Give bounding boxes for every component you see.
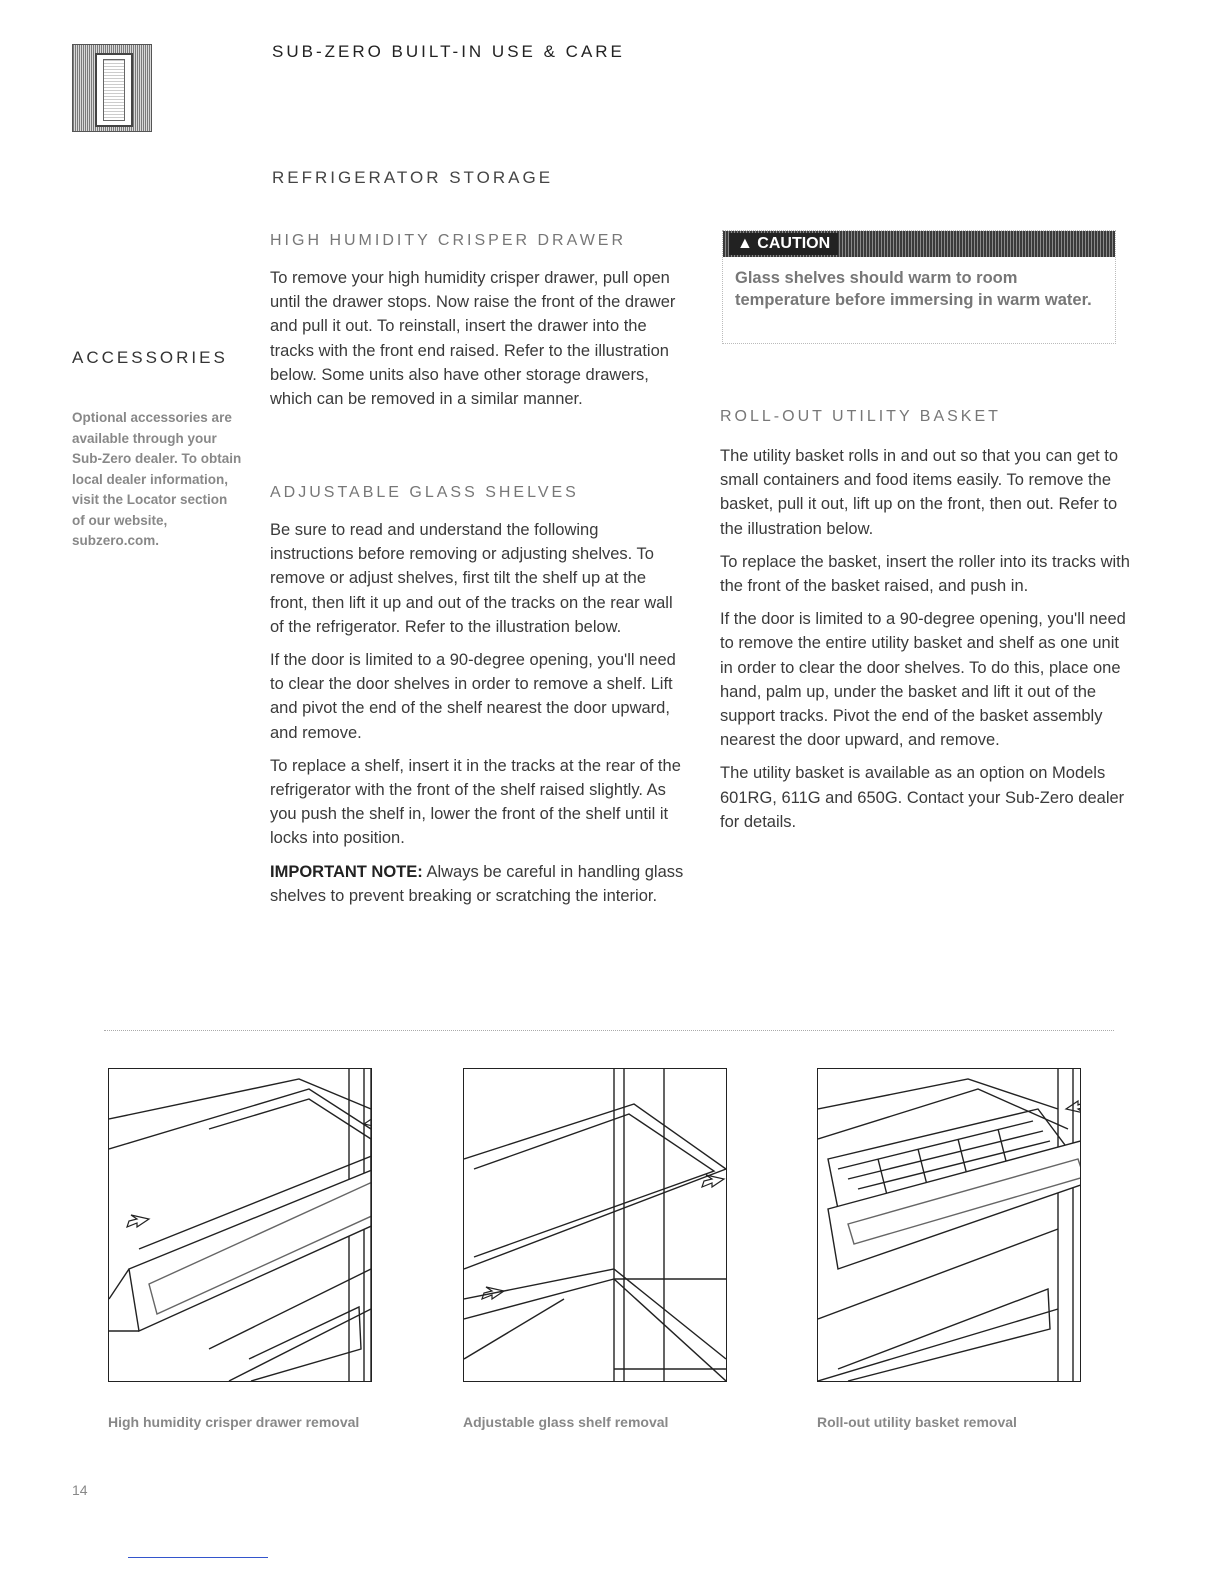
- crisper-paragraph: To remove your high humidity crisper drawer, pull open until the drawer stops. Now raise the front of the drawer and pull it out. To reinstall, insert the drawer into the tracks with the front end raised. Refer to the illustration below. Some units also have other storage drawers, which can be removed in a similar manner.: [270, 269, 676, 409]
- crisper-section: [270, 266, 685, 411]
- caution-text: Glass shelves should warm to room temperature before immersing in warm water.: [735, 269, 1092, 309]
- page-number: 14: [72, 1482, 88, 1498]
- crisper-figure-caption: High humidity crisper drawer removal: [108, 1414, 360, 1430]
- shelves-paragraph-3: To replace a shelf, insert it in the tracks at the rear of the refrigerator with the front of the shelf raised slightly. As you push the shelf in, lower the front of the shelf until it locks into position.: [270, 756, 681, 848]
- page-header-title: SUB-ZERO BUILT-IN USE & CARE: [272, 42, 625, 61]
- basket-paragraph-3: If the door is limited to a 90-degree opening, you'll need to remove the entire utility basket and shelf as one unit in order to clear the door shelves. To do this, place one hand, palm up, under the basket and lift it out of the support tracks. Pivot the end of the basket assembly nearest the door upward, and remove.: [720, 610, 1126, 750]
- caution-label: CAUTION: [757, 235, 831, 252]
- glass-shelf-illustration: [463, 1068, 727, 1382]
- basket-paragraph-2: To replace the basket, insert the roller into its tracks with the front of the basket raised, and push in.: [720, 552, 1130, 596]
- caution-box: [722, 230, 1116, 344]
- shelves-section: [270, 518, 685, 908]
- shelves-paragraph-2: If the door is limited to a 90-degree opening, you'll need to clear the door shelves in order to remove a shelf. Lift and pivot the end of the shelf nearest the door upward, and remove.: [270, 651, 676, 742]
- basket-paragraph-1: The utility basket rolls in and out so that you can get to small containers and food items easily. To remove the basket, pull it out, lift up on the front, then out. Refer to the illustration below.: [720, 447, 1119, 538]
- section-divider: [104, 1030, 1114, 1031]
- important-note: [270, 860, 685, 908]
- caution-tag: [729, 233, 838, 255]
- sub-zero-logo: [72, 44, 152, 132]
- basket-section: [720, 444, 1130, 834]
- shelves-heading: ADJUSTABLE GLASS SHELVES: [270, 484, 579, 501]
- accessories-text: Optional accessories are available through your Sub-Zero dealer. To obtain local dealer information, visit the Locator section of our website, subzero.com.: [72, 410, 242, 548]
- caution-banner: [723, 231, 1115, 257]
- shelves-paragraph-1: Be sure to read and understand the following instructions before removing or adjusting shelves. To remove or adjust shelves, first tilt the shelf up at the front, then lift it up and out of the tracks on the rear wall of the refrigerator. Refer to the illustration below.: [270, 521, 673, 636]
- crisper-heading: HIGH HUMIDITY CRISPER DRAWER: [270, 232, 627, 249]
- crisper-drawer-illustration: [108, 1068, 372, 1382]
- utility-basket-illustration: [817, 1068, 1081, 1382]
- important-note-text: Always be careful in handling glass shelves to prevent breaking or scratching the interior.: [270, 862, 684, 905]
- warning-triangle-icon: ▲: [737, 235, 753, 252]
- accessories-title: ACCESSORIES: [72, 348, 228, 367]
- basket-figure-caption: Roll-out utility basket removal: [817, 1414, 1017, 1430]
- important-note-label: IMPORTANT NOTE:: [270, 862, 423, 881]
- basket-paragraph-4: The utility basket is available as an option on Models 601RG, 611G and 650G. Contact your Sub-Zero dealer for details.: [720, 764, 1125, 831]
- section-title: REFRIGERATOR STORAGE: [272, 168, 554, 187]
- shelf-figure-caption: Adjustable glass shelf removal: [463, 1414, 669, 1430]
- footer-rule: [128, 1557, 268, 1558]
- basket-heading: ROLL-OUT UTILITY BASKET: [720, 408, 1001, 425]
